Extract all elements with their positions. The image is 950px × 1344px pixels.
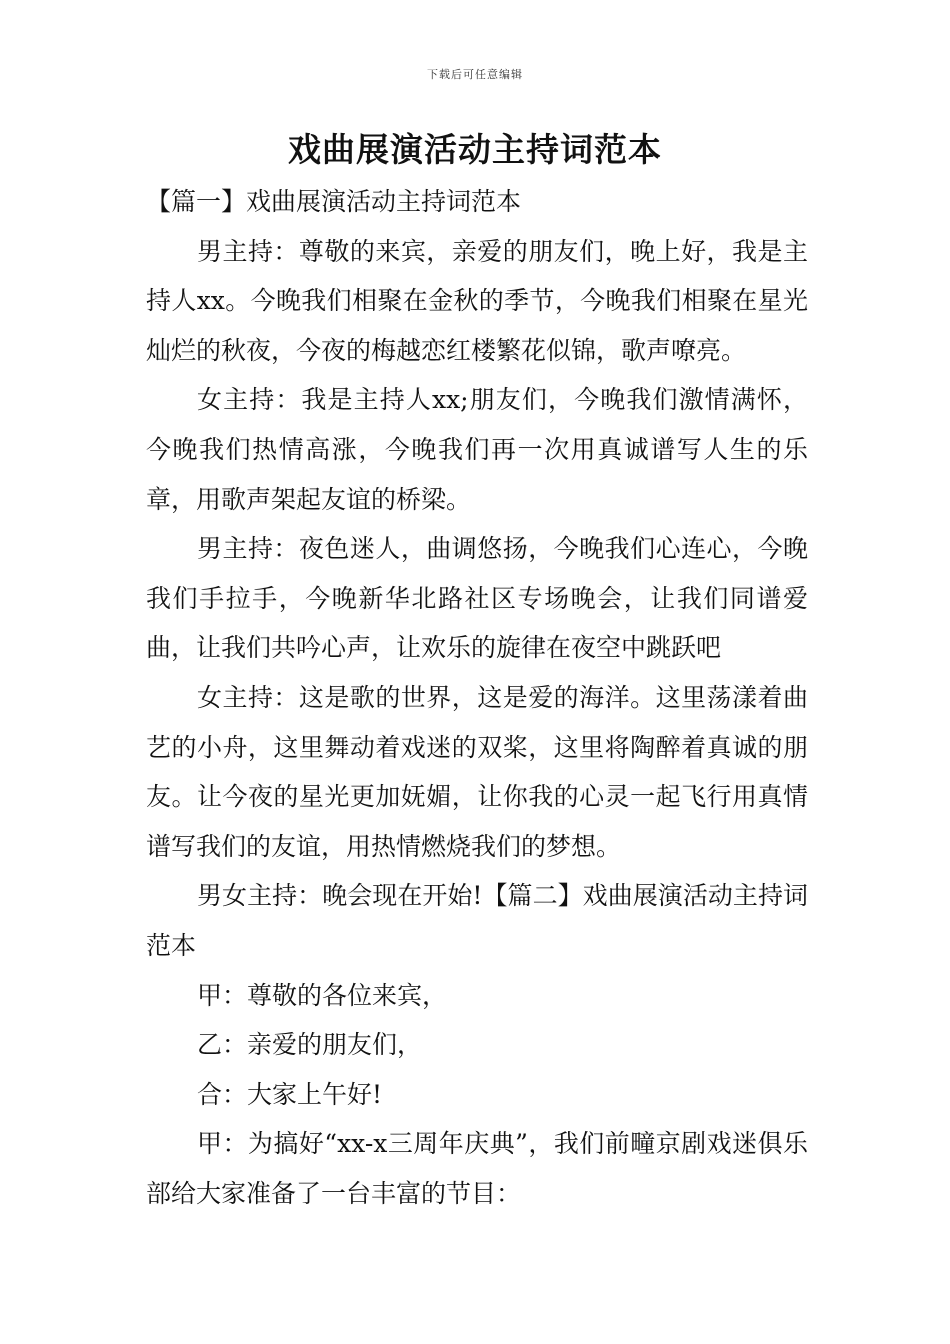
section-heading: 【篇一】戏曲展演活动主持词范本 [146, 187, 522, 216]
paragraph: 男女主持：晚会现在开始!【篇二】戏曲展演活动主持词范本 [146, 881, 808, 960]
paragraph: 女主持：我是主持人xx;朋友们，今晚我们激情满怀，今晚我们热情高涨，今晚我们再一次用真诚谱写人生的乐章，用歌声架起友谊的桥梁。 [146, 385, 808, 514]
header-note: 下载后可任意编辑 [427, 68, 523, 81]
paragraph: 女主持：这是歌的世界，这是爱的海洋。这里荡漾着曲艺的小舟，这里舞动着戏迷的双桨，这里将陶醉着真诚的朋友。让今夜的星光更加妩媚，让你我的心灵一起飞行用真情谱写我们的友谊，用热情燃烧我们的梦想。 [146, 682, 808, 861]
paragraph: 男主持：尊敬的来宾，亲爱的朋友们，晚上好，我是主持人xx。今晚我们相聚在金秋的季节，今晚我们相聚在星光灿烂的秋夜，今夜的梅越恋红楼繁花似锦，歌声嘹亮。 [146, 236, 808, 365]
paragraph: 甲：尊敬的各位来宾， [197, 980, 448, 1010]
paragraph: 乙：亲爱的朋友们， [197, 1030, 423, 1060]
paragraph: 甲：为搞好“xx-x三周年庆典”，我们前疃京剧戏迷俱乐部给大家准备了一台丰富的节目： [146, 1129, 808, 1208]
paragraph: 合：大家上午好! [197, 1079, 383, 1109]
paragraph: 男主持：夜色迷人，曲调悠扬，今晚我们心连心，今晚我们手拉手，今晚新华北路社区专场晚会，让我们同谱爱曲，让我们共吟心声，让欢乐的旋律在夜空中跳跃吧 [146, 534, 808, 663]
document-body [146, 177, 808, 1218]
document-title: 戏曲展演活动主持词范本 [288, 130, 662, 169]
